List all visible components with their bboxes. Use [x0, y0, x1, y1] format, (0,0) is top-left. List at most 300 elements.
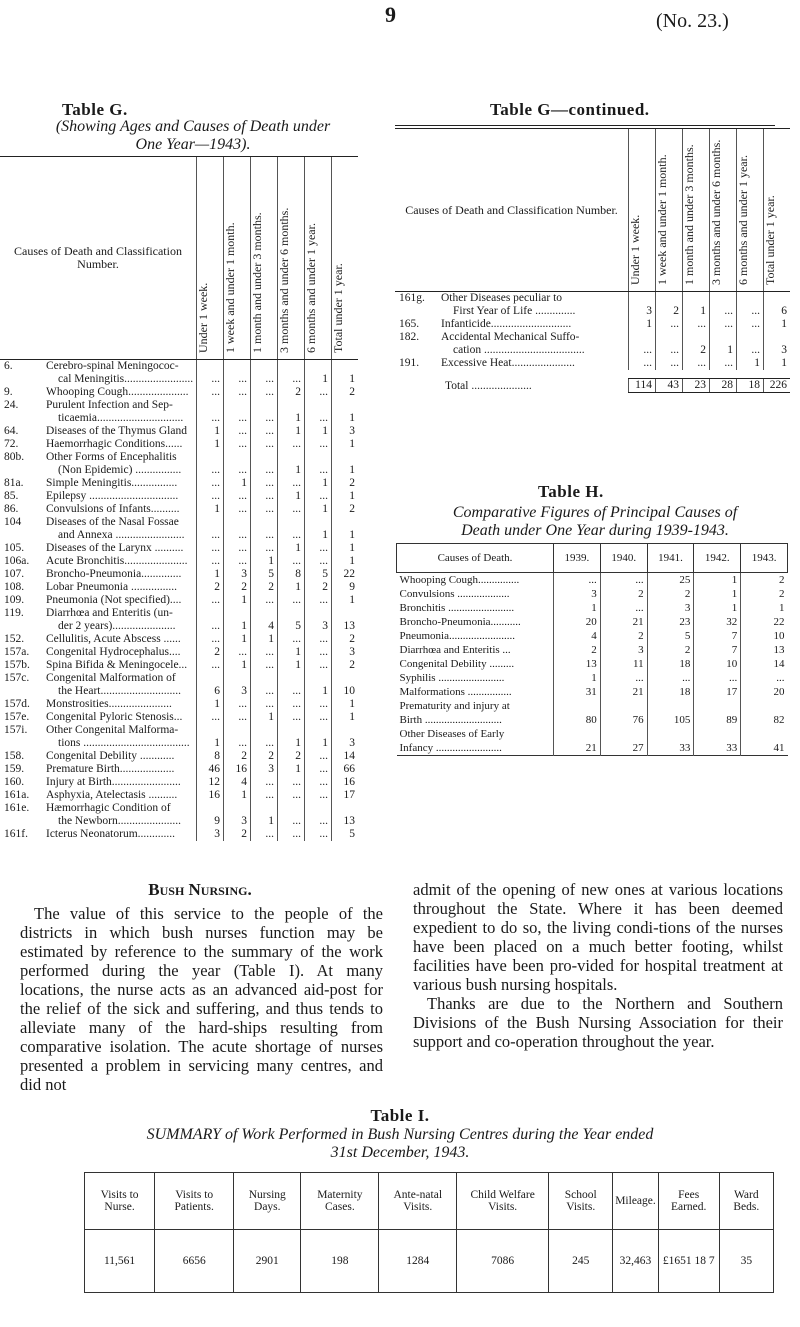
- table-i-value: 198: [301, 1230, 379, 1293]
- count-cell: 105: [647, 713, 694, 727]
- count-cell: 2: [278, 750, 305, 763]
- table-row: [0, 607, 358, 620]
- count-cell: 1: [278, 425, 305, 438]
- count-cell: ...: [656, 344, 683, 357]
- count-cell: 1: [197, 438, 224, 451]
- count-cell: 18: [647, 657, 694, 671]
- count-cell: 1: [278, 659, 305, 672]
- count-cell: ...: [224, 698, 251, 711]
- count-cell: ...: [251, 646, 278, 659]
- cause-of-death: Cerebro-spinal Meningococ-: [46, 360, 179, 372]
- count-cell: 2: [278, 386, 305, 399]
- count-cell: ...: [251, 373, 278, 386]
- col-header: 1 month and under 3 months.: [250, 212, 264, 353]
- count-cell: [251, 672, 278, 685]
- table-row: [395, 292, 790, 306]
- count-cell: ...: [305, 633, 332, 646]
- table-row: [395, 318, 790, 331]
- table-g-continued-topline: [395, 125, 775, 126]
- table-row: [0, 555, 358, 568]
- classification-number: [0, 815, 42, 828]
- table-row: [0, 763, 358, 776]
- count-cell: 1: [694, 601, 741, 615]
- count-cell: 3: [224, 568, 251, 581]
- count-cell: 1: [278, 737, 305, 750]
- count-cell: ...: [656, 357, 683, 370]
- col-header: 1 month and under 3 months.: [682, 144, 696, 285]
- count-cell: 76: [600, 713, 647, 727]
- count-cell: [694, 699, 741, 713]
- count-cell: 11: [600, 657, 647, 671]
- classification-number: 9.: [4, 386, 13, 398]
- classification-number: 6.: [4, 360, 13, 372]
- count-cell: [305, 607, 332, 620]
- count-cell: ...: [197, 373, 224, 386]
- count-cell: [305, 802, 332, 815]
- count-cell: 10: [741, 629, 788, 643]
- count-cell: [332, 360, 359, 374]
- count-cell: 5: [278, 620, 305, 633]
- count-cell: ...: [251, 529, 278, 542]
- cause-of-death: Accidental Mechanical Suffo-: [441, 331, 580, 343]
- count-cell: ...: [741, 671, 788, 685]
- count-cell: 1: [278, 763, 305, 776]
- cause-of-death: Lobar Pneumonia ................: [46, 581, 177, 593]
- table-i-title: Table I.: [370, 1106, 430, 1125]
- count-cell: 1: [251, 633, 278, 646]
- count-cell: ...: [305, 490, 332, 503]
- table-row: [0, 542, 358, 555]
- count-cell: 6: [764, 305, 791, 318]
- count-cell: 7: [694, 629, 741, 643]
- count-cell: [197, 360, 224, 374]
- count-cell: [305, 516, 332, 529]
- count-cell: 5: [251, 568, 278, 581]
- count-cell: ...: [197, 464, 224, 477]
- col-header: 3 months and under 6 months.: [709, 139, 723, 285]
- count-cell: [251, 451, 278, 464]
- cause-of-death: Cellulitis, Acute Abscess ......: [46, 633, 181, 645]
- count-cell: 33: [694, 741, 741, 756]
- cause-of-death: Infanticide............................: [441, 318, 572, 330]
- count-cell: ...: [600, 671, 647, 685]
- count-cell: ...: [224, 555, 251, 568]
- classification-number: 157b.: [4, 659, 30, 671]
- table-g-subtitle-line2: One Year—1943).: [135, 136, 251, 153]
- classification-number: 159.: [4, 763, 25, 775]
- count-cell: 9: [197, 815, 224, 828]
- table-row: [0, 750, 358, 763]
- count-cell: ...: [251, 594, 278, 607]
- table-row: [0, 503, 358, 516]
- cause-of-death: Other Forms of Encephalitis: [46, 451, 177, 463]
- table-i-header: Visits to Patients.: [155, 1173, 234, 1230]
- count-cell: 3: [251, 763, 278, 776]
- cause-of-death: the Newborn......................: [58, 815, 181, 827]
- cause-of-death: tions .....................................: [58, 737, 190, 749]
- count-cell: [554, 699, 601, 713]
- count-cell: 23: [647, 615, 694, 629]
- count-cell: ...: [251, 659, 278, 672]
- count-cell: [332, 516, 359, 529]
- classification-number: 106a.: [4, 555, 30, 567]
- count-cell: [224, 802, 251, 815]
- cause-of-death: Whooping Cough.....................: [46, 386, 189, 398]
- count-cell: 32: [694, 615, 741, 629]
- count-cell: ...: [224, 412, 251, 425]
- count-cell: 2: [305, 581, 332, 594]
- count-cell: 2: [224, 828, 251, 841]
- count-cell: 1: [197, 568, 224, 581]
- table-h-header: 1943.: [741, 544, 788, 573]
- table-h-header: 1940.: [600, 544, 647, 573]
- count-cell: ...: [278, 685, 305, 698]
- table-row: [0, 399, 358, 412]
- count-cell: [251, 607, 278, 620]
- count-cell: [332, 724, 359, 737]
- count-cell: ...: [694, 671, 741, 685]
- count-cell: 17: [694, 685, 741, 699]
- count-cell: 2: [741, 587, 788, 601]
- cause-of-death: the Heart............................: [58, 685, 181, 697]
- table-g-title: Table G.: [62, 100, 128, 119]
- count-cell: ...: [251, 438, 278, 451]
- cause-of-death: Whooping Cough...............: [399, 574, 520, 586]
- count-cell: 2: [332, 503, 359, 516]
- cause-of-death: Icterus Neonatorum.............: [46, 828, 176, 840]
- table-row: [397, 629, 788, 643]
- count-cell: 2: [224, 581, 251, 594]
- count-cell: ...: [600, 601, 647, 615]
- count-cell: 21: [600, 615, 647, 629]
- col-header: Total under 1 year.: [331, 263, 345, 353]
- count-cell: ...: [251, 685, 278, 698]
- count-cell: [251, 802, 278, 815]
- count-cell: 1: [197, 737, 224, 750]
- count-cell: 1: [764, 357, 791, 370]
- table-h-subtitle: [395, 504, 795, 540]
- cause-of-death: and Annexa ........................: [58, 529, 185, 541]
- table-i-header: Mileage.: [613, 1173, 659, 1230]
- cause-of-death: Simple Meningitis................: [46, 477, 178, 489]
- count-cell: 7: [694, 643, 741, 657]
- count-cell: ...: [305, 815, 332, 828]
- table-g: [0, 156, 358, 841]
- count-cell: ...: [251, 412, 278, 425]
- table-i-header: Visits to Nurse.: [85, 1173, 155, 1230]
- count-cell: 1: [305, 425, 332, 438]
- count-cell: [710, 292, 737, 306]
- table-i-subtitle-line1: SUMMARY of Work Performed in Bush Nursing Centres during the Year ended: [146, 1126, 654, 1143]
- cause-of-death: Syphilis ........................: [399, 672, 505, 684]
- classification-number: 85.: [4, 490, 19, 502]
- count-cell: [600, 727, 647, 741]
- count-cell: ...: [629, 344, 656, 357]
- count-cell: ...: [251, 386, 278, 399]
- count-cell: 4: [224, 776, 251, 789]
- table-row: [0, 620, 358, 633]
- table-row: [397, 685, 788, 699]
- count-cell: 16: [332, 776, 359, 789]
- count-cell: 22: [741, 615, 788, 629]
- count-cell: 16: [197, 789, 224, 802]
- count-cell: ...: [305, 711, 332, 724]
- table-row: [0, 516, 358, 529]
- table-row: [0, 373, 358, 386]
- count-cell: [197, 451, 224, 464]
- cause-of-death: Other Congenital Malforma-: [46, 724, 179, 736]
- count-cell: [197, 802, 224, 815]
- count-cell: 2: [224, 750, 251, 763]
- count-cell: ...: [305, 555, 332, 568]
- count-cell: 2: [332, 477, 359, 490]
- count-cell: ...: [710, 305, 737, 318]
- count-cell: [305, 724, 332, 737]
- count-cell: ...: [278, 711, 305, 724]
- cause-of-death: Pneumonia........................: [399, 630, 515, 642]
- classification-number: 161g.: [399, 292, 425, 304]
- count-cell: 1: [332, 464, 359, 477]
- count-cell: ...: [737, 318, 764, 331]
- spacer-row: [395, 370, 790, 379]
- classification-number: [0, 620, 42, 633]
- count-cell: [224, 672, 251, 685]
- total-cell: 23: [683, 379, 710, 393]
- count-cell: ...: [251, 477, 278, 490]
- table-i-header: Nursing Days.: [234, 1173, 301, 1230]
- count-cell: 1: [278, 646, 305, 659]
- count-cell: 31: [554, 685, 601, 699]
- count-cell: ...: [251, 503, 278, 516]
- table-h-bottom-rule: [397, 756, 788, 757]
- classification-number: 157e.: [4, 711, 30, 723]
- table-g-subtitle-line1: (Showing Ages and Causes of Death under: [55, 118, 331, 135]
- count-cell: 41: [741, 741, 788, 756]
- cause-of-death: Congenital Malformation of: [46, 672, 176, 684]
- count-cell: 1: [737, 357, 764, 370]
- table-i-header: Ward Beds.: [719, 1173, 773, 1230]
- table-row: [397, 713, 788, 727]
- count-cell: ...: [251, 789, 278, 802]
- count-cell: [332, 451, 359, 464]
- count-cell: ...: [197, 412, 224, 425]
- count-cell: [251, 360, 278, 374]
- count-cell: 2: [600, 629, 647, 643]
- count-cell: 3: [629, 305, 656, 318]
- count-cell: [278, 802, 305, 815]
- cause-of-death: Injury at Birth........................: [46, 776, 181, 788]
- table-i-header: Maternity Cases.: [301, 1173, 379, 1230]
- table-row: [0, 529, 358, 542]
- count-cell: ...: [278, 789, 305, 802]
- count-cell: 1: [224, 477, 251, 490]
- cause-of-death: Malformations ................: [399, 686, 512, 698]
- count-cell: 1: [224, 594, 251, 607]
- count-cell: ...: [305, 763, 332, 776]
- count-cell: 3: [647, 601, 694, 615]
- count-cell: ...: [197, 477, 224, 490]
- total-cell: 43: [656, 379, 683, 393]
- count-cell: [224, 451, 251, 464]
- count-cell: [332, 802, 359, 815]
- count-cell: [554, 727, 601, 741]
- count-cell: 8: [278, 568, 305, 581]
- total-label: Total .....................: [445, 379, 532, 392]
- classification-number: 157c.: [4, 672, 30, 684]
- count-cell: ...: [305, 789, 332, 802]
- count-cell: ...: [224, 542, 251, 555]
- count-cell: ...: [224, 425, 251, 438]
- count-cell: 1: [554, 671, 601, 685]
- count-cell: ...: [278, 477, 305, 490]
- count-cell: 1: [278, 412, 305, 425]
- table-i-header: Fees Earned.: [658, 1173, 719, 1230]
- cause-of-death: Infancy ........................: [399, 742, 502, 754]
- table-row: [395, 344, 790, 357]
- table-row: [0, 685, 358, 698]
- classification-number: 160.: [4, 776, 25, 788]
- classification-number: 104: [4, 516, 22, 528]
- count-cell: [710, 331, 737, 344]
- count-cell: ...: [656, 318, 683, 331]
- count-cell: 1: [332, 555, 359, 568]
- table-i-header: Child Welfare Visits.: [457, 1173, 549, 1230]
- table-row: [397, 699, 788, 713]
- count-cell: 1: [197, 698, 224, 711]
- col-header: 6 months and under 1 year.: [304, 223, 318, 353]
- count-cell: 1: [554, 601, 601, 615]
- count-cell: ...: [737, 305, 764, 318]
- table-row: [0, 659, 358, 672]
- count-cell: [741, 727, 788, 741]
- table-h-header: 1939.: [554, 544, 601, 573]
- count-cell: ...: [278, 828, 305, 841]
- count-cell: 2: [656, 305, 683, 318]
- table-i-value: 6656: [155, 1230, 234, 1293]
- count-cell: 1: [305, 529, 332, 542]
- count-cell: ...: [224, 529, 251, 542]
- classification-number: 182.: [399, 331, 420, 343]
- table-row: [0, 360, 358, 374]
- count-cell: 2: [332, 633, 359, 646]
- table-i-subtitle: [0, 1126, 800, 1162]
- cause-of-death: Birth ............................: [399, 714, 502, 726]
- count-cell: [278, 516, 305, 529]
- count-cell: ...: [251, 737, 278, 750]
- count-cell: 1: [332, 373, 359, 386]
- cause-of-death: First Year of Life ..............: [453, 305, 576, 317]
- cause-of-death: Congenital Hydrocephalus....: [46, 646, 181, 658]
- count-cell: [224, 360, 251, 374]
- classification-number: 64.: [4, 425, 19, 437]
- table-h-subtitle-line1: Comparative Figures of Principal Causes of: [452, 504, 738, 521]
- count-cell: 20: [554, 615, 601, 629]
- count-cell: 3: [197, 828, 224, 841]
- cause-of-death: der 2 years)......................: [58, 620, 176, 632]
- count-cell: 1: [332, 529, 359, 542]
- classification-number: 72.: [4, 438, 19, 450]
- classification-number: [0, 412, 42, 425]
- count-cell: 2: [600, 587, 647, 601]
- count-cell: ...: [278, 373, 305, 386]
- count-cell: ...: [197, 594, 224, 607]
- count-cell: [647, 699, 694, 713]
- count-cell: 9: [332, 581, 359, 594]
- count-cell: [656, 292, 683, 306]
- count-cell: 10: [332, 685, 359, 698]
- count-cell: 1: [694, 573, 741, 588]
- table-row: [395, 331, 790, 344]
- table-h-header-row: [397, 544, 788, 573]
- count-cell: 1: [305, 737, 332, 750]
- count-cell: ...: [278, 776, 305, 789]
- count-cell: [737, 292, 764, 306]
- count-cell: 12: [197, 776, 224, 789]
- classification-number: 157i.: [4, 724, 28, 736]
- classification-number: [0, 529, 42, 542]
- cause-of-death: Acute Bronchitis......................: [46, 555, 188, 567]
- classification-number: 105.: [4, 542, 25, 554]
- classification-number: 86.: [4, 503, 19, 515]
- count-cell: 33: [647, 741, 694, 756]
- count-cell: 1: [629, 318, 656, 331]
- count-cell: 10: [694, 657, 741, 671]
- count-cell: [683, 331, 710, 344]
- count-cell: [305, 451, 332, 464]
- count-cell: [305, 360, 332, 374]
- count-cell: ...: [224, 438, 251, 451]
- count-cell: 25: [647, 573, 694, 588]
- count-cell: 13: [741, 643, 788, 657]
- count-cell: 1: [305, 477, 332, 490]
- table-g-continued-header-row: [395, 129, 790, 292]
- count-cell: 1: [332, 594, 359, 607]
- total-row: [395, 379, 790, 393]
- table-row: [0, 633, 358, 646]
- count-cell: ...: [305, 828, 332, 841]
- classification-number: [0, 464, 42, 477]
- table-h-title: Table H.: [538, 482, 604, 501]
- cause-of-death: Premature Birth...................: [46, 763, 175, 775]
- classification-number: 24.: [4, 399, 19, 411]
- classification-number: [0, 373, 42, 386]
- classification-number: 152.: [4, 633, 25, 645]
- count-cell: ...: [197, 490, 224, 503]
- count-cell: [332, 399, 359, 412]
- table-row: [0, 802, 358, 815]
- count-cell: 3: [764, 344, 791, 357]
- count-cell: ...: [251, 425, 278, 438]
- count-cell: ...: [224, 386, 251, 399]
- table-i-grid: [84, 1172, 774, 1293]
- count-cell: 1: [332, 412, 359, 425]
- cause-of-death: Congenital Debility .........: [399, 658, 515, 670]
- table-row: [0, 451, 358, 464]
- count-cell: ...: [251, 542, 278, 555]
- count-cell: 1: [278, 464, 305, 477]
- table-row: [0, 490, 358, 503]
- count-cell: [305, 672, 332, 685]
- table-h-header: Causes of Death.: [397, 544, 554, 573]
- count-cell: 21: [600, 685, 647, 699]
- count-cell: 1: [332, 711, 359, 724]
- table-i-value: 245: [549, 1230, 613, 1293]
- count-cell: 1: [305, 503, 332, 516]
- count-cell: ...: [224, 490, 251, 503]
- col-header: Under 1 week.: [196, 282, 210, 353]
- count-cell: [694, 727, 741, 741]
- count-cell: ...: [305, 438, 332, 451]
